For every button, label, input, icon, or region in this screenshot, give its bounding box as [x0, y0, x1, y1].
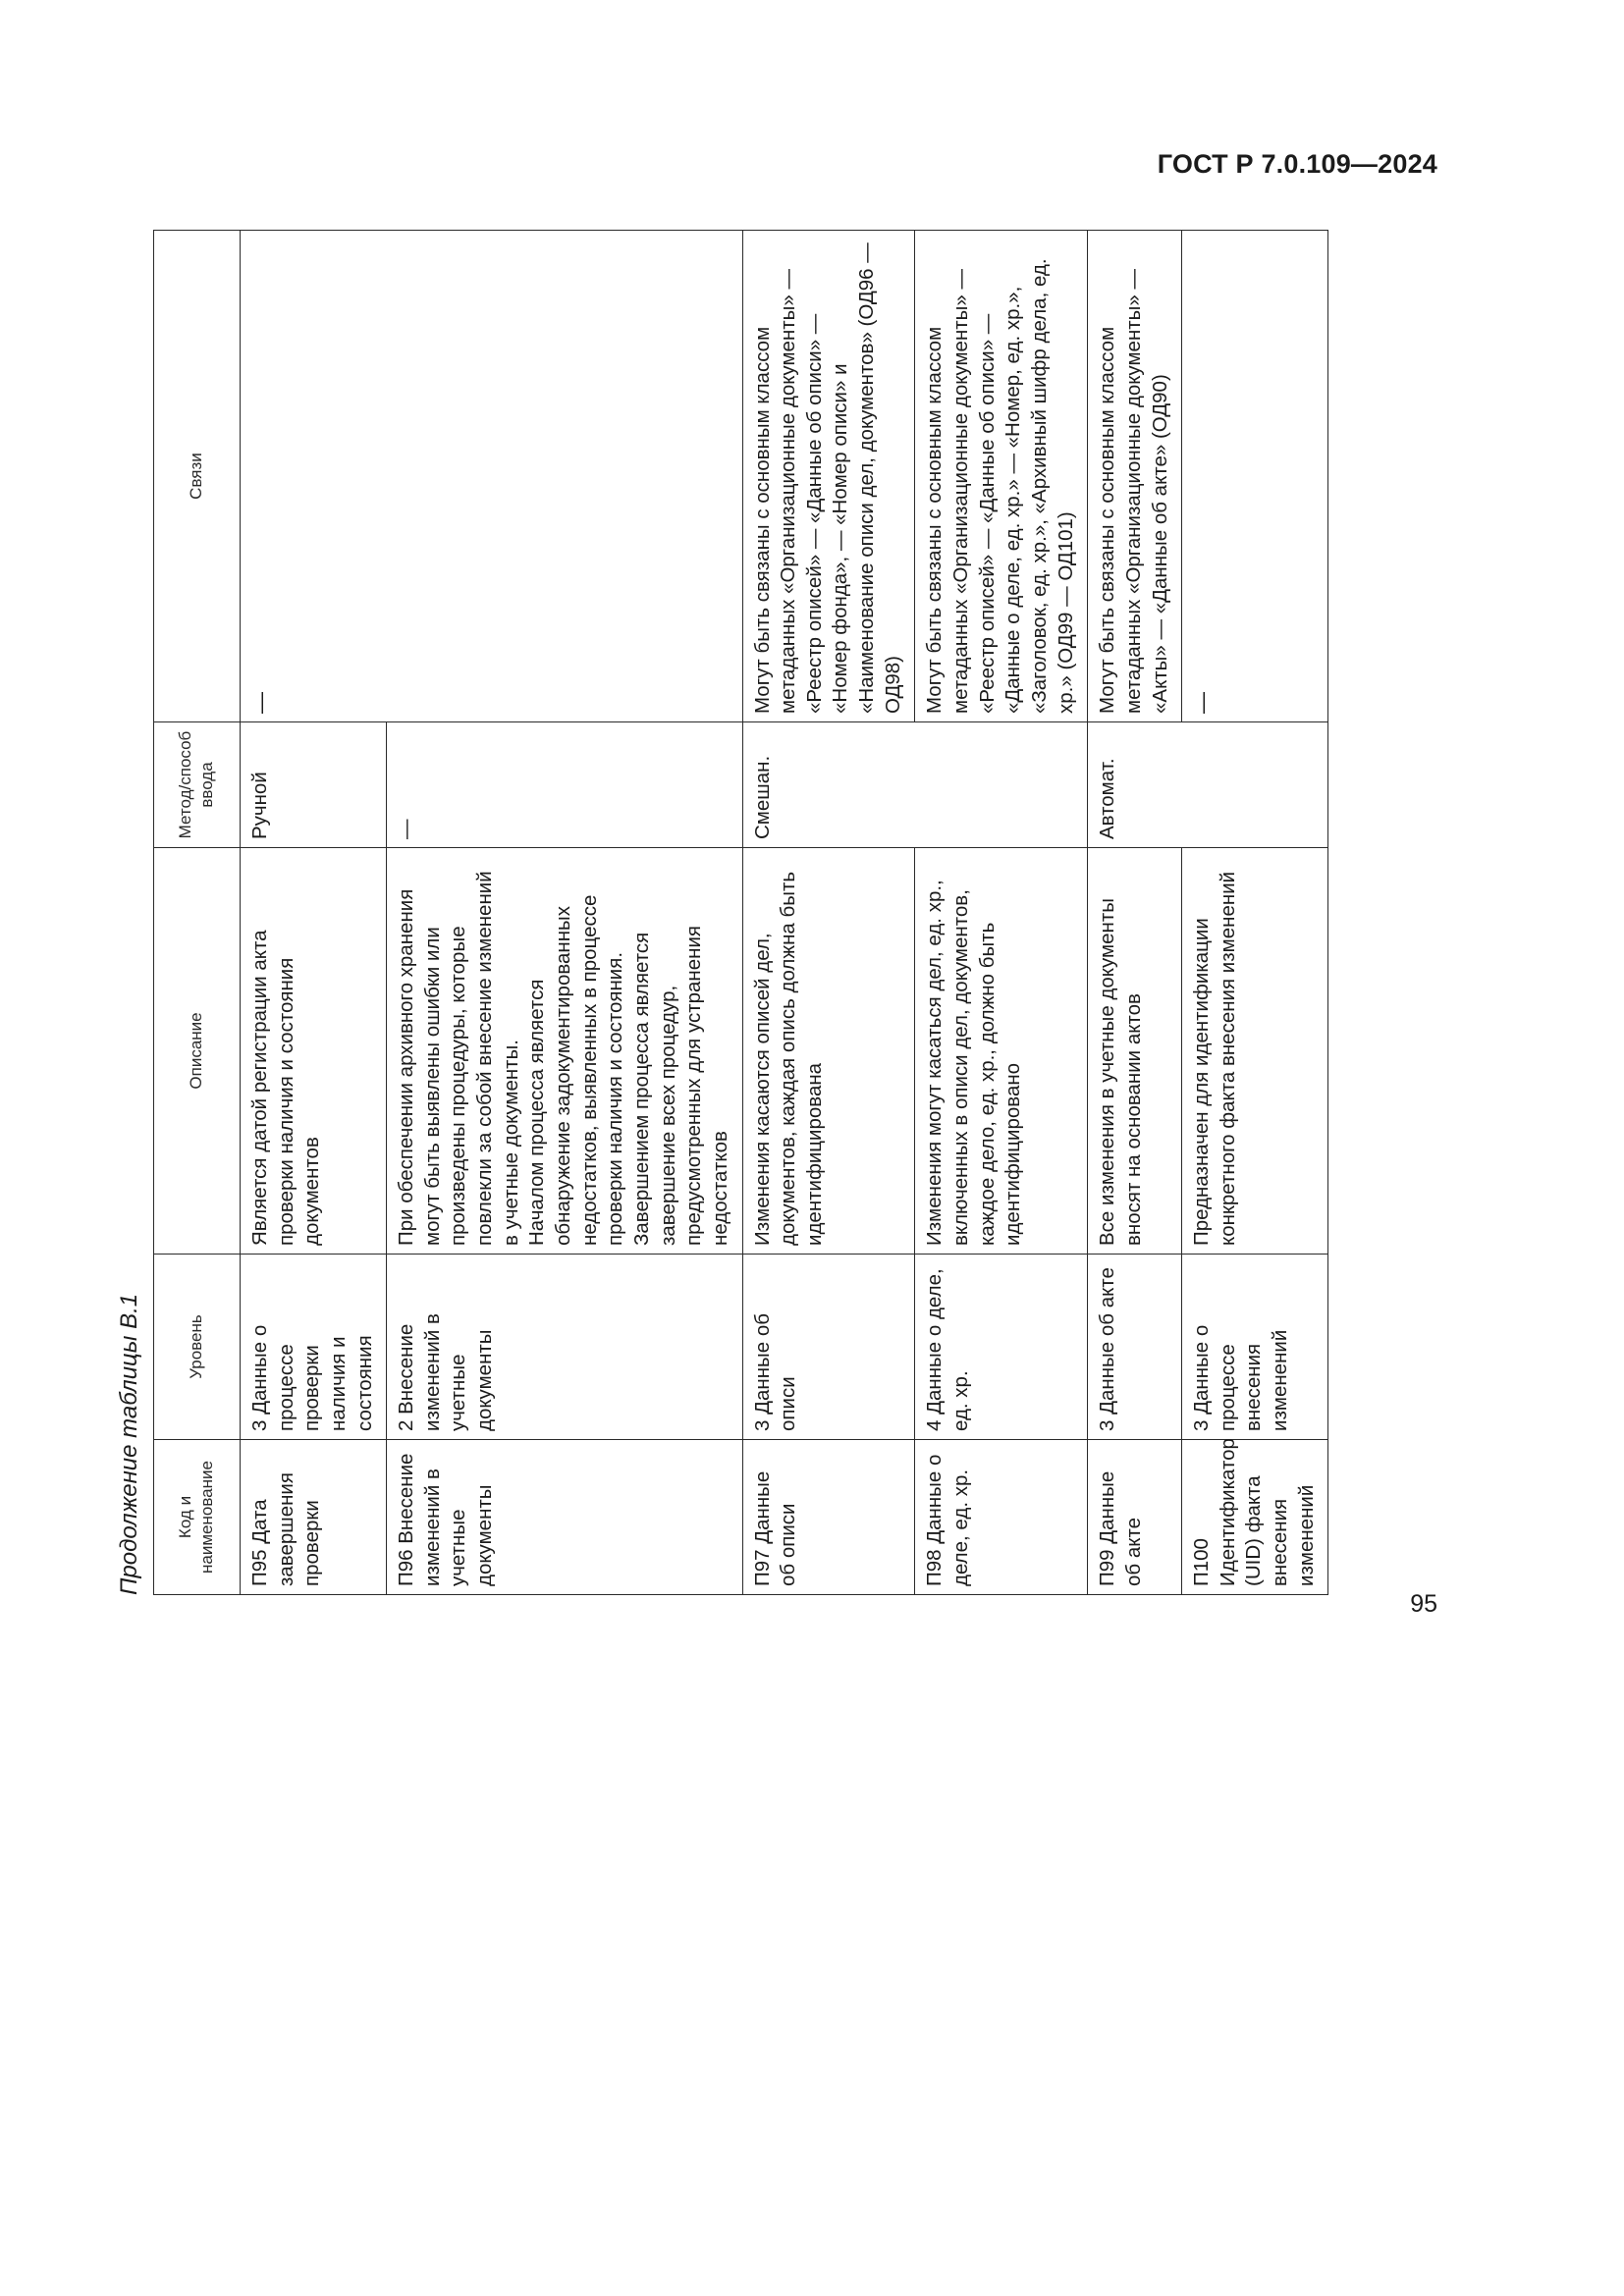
cell-links: —: [241, 231, 743, 722]
table-caption: Продолжение таблицы В.1: [116, 1293, 142, 1595]
cell-level: 3 Данные о процессе проверки наличия и состояния: [241, 1255, 387, 1440]
cell-description: Изменения касаются описей дел, документов, каждая опись должна быть идентифицирована: [742, 848, 915, 1255]
table-row: [915, 231, 1088, 1595]
column-header-description: Описание: [154, 848, 241, 1255]
table-row: [742, 231, 915, 1595]
cell-level: 3 Данные о процессе внесения изменений: [1182, 1255, 1328, 1440]
column-header-links: Связи: [154, 231, 241, 722]
column-header-level: Уровень: [154, 1255, 241, 1440]
rotated-table-area: [116, 231, 1318, 1595]
cell-links: Могут быть связаны с основным классом метаданных «Организационные документы» — «Акты» — «Данные об акте» (ОД90): [1088, 231, 1182, 722]
cell-description: Предназначен для идентификации конкретного факта внесения изменений: [1182, 848, 1328, 1255]
cell-method: Смешан.: [742, 722, 1088, 848]
description-paragraph: При обеспечении архивного хранения могут быть выявлены ошибки или произведены процедуры, которые повлекли за собой внесение изменений в учетные документы.: [395, 871, 522, 1246]
description-paragraph: Началом процесса является обнаружение задокументированных недостатков, выявленных в процессе проверки наличия и состояния.: [525, 894, 627, 1246]
cell-links: Могут быть связаны с основным классом метаданных «Организационные документы» — «Реестр описей» — «Данные об описи» — «Данные о деле, ед. хр.» — «Номер, ед. хр.», «Заголовок, ед. хр.», «Архивный шифр дела, ед. хр.» (ОД99 — ОД101): [915, 231, 1088, 722]
cell-code: П96 Внесение изменений в учетные документы: [387, 1440, 742, 1595]
cell-code: П97 Данные об описи: [742, 1440, 915, 1595]
cell-method: —: [387, 722, 742, 848]
cell-description: Все изменения в учетные документы вносят на основании актов: [1088, 848, 1182, 1255]
cell-description: Является датой регистрации акта проверки наличия и состояния документов: [241, 848, 387, 1255]
table-row: [1088, 231, 1182, 1595]
cell-code: П98 Данные о деле, ед. хр.: [915, 1440, 1088, 1595]
cell-level: 3 Данные об акте: [1088, 1255, 1182, 1440]
cell-level: 2 Внесение изменений в учетные документы: [387, 1255, 742, 1440]
cell-links: Могут быть связаны с основным классом метаданных «Организационные документы» — «Реестр описей» — «Данные об описи» — «Номер фонда», — «Номер описи» и «Наименование описи дел, документов» (ОД96 — ОД98): [742, 231, 915, 722]
cell-links: —: [1182, 231, 1328, 722]
cell-description: Изменения могут касаться дел, ед. хр., включенных в описи дел, документов, каждое дело, ед. хр., должно быть идентифицировано: [915, 848, 1088, 1255]
column-header-code: Код и наименование: [154, 1440, 241, 1595]
cell-description: [387, 848, 742, 1255]
description-paragraph: Завершением процесса является завершение всех процедур, предусмотренных для устранения недостатков: [629, 925, 731, 1246]
document-code: ГОСТ Р 7.0.109—2024: [1157, 149, 1437, 179]
cell-code: П95 Дата завершения проверки: [241, 1440, 387, 1595]
cell-method: Ручной: [241, 722, 387, 848]
cell-method: Автомат.: [1088, 722, 1328, 848]
cell-level: 3 Данные об описи: [742, 1255, 915, 1440]
cell-code: П100 Идентификатор (UID) факта внесения изменений: [1182, 1440, 1328, 1595]
page-number: 95: [1410, 1590, 1437, 1618]
table-row: [1182, 231, 1328, 1595]
table-header-row: [154, 231, 241, 1595]
column-header-method: Метод/способ ввода: [154, 722, 241, 848]
metadata-table: [153, 230, 1328, 1595]
table-row: [241, 231, 387, 1595]
cell-code: П99 Данные об акте: [1088, 1440, 1182, 1595]
cell-level: 4 Данные о деле, ед. хр.: [915, 1255, 1088, 1440]
